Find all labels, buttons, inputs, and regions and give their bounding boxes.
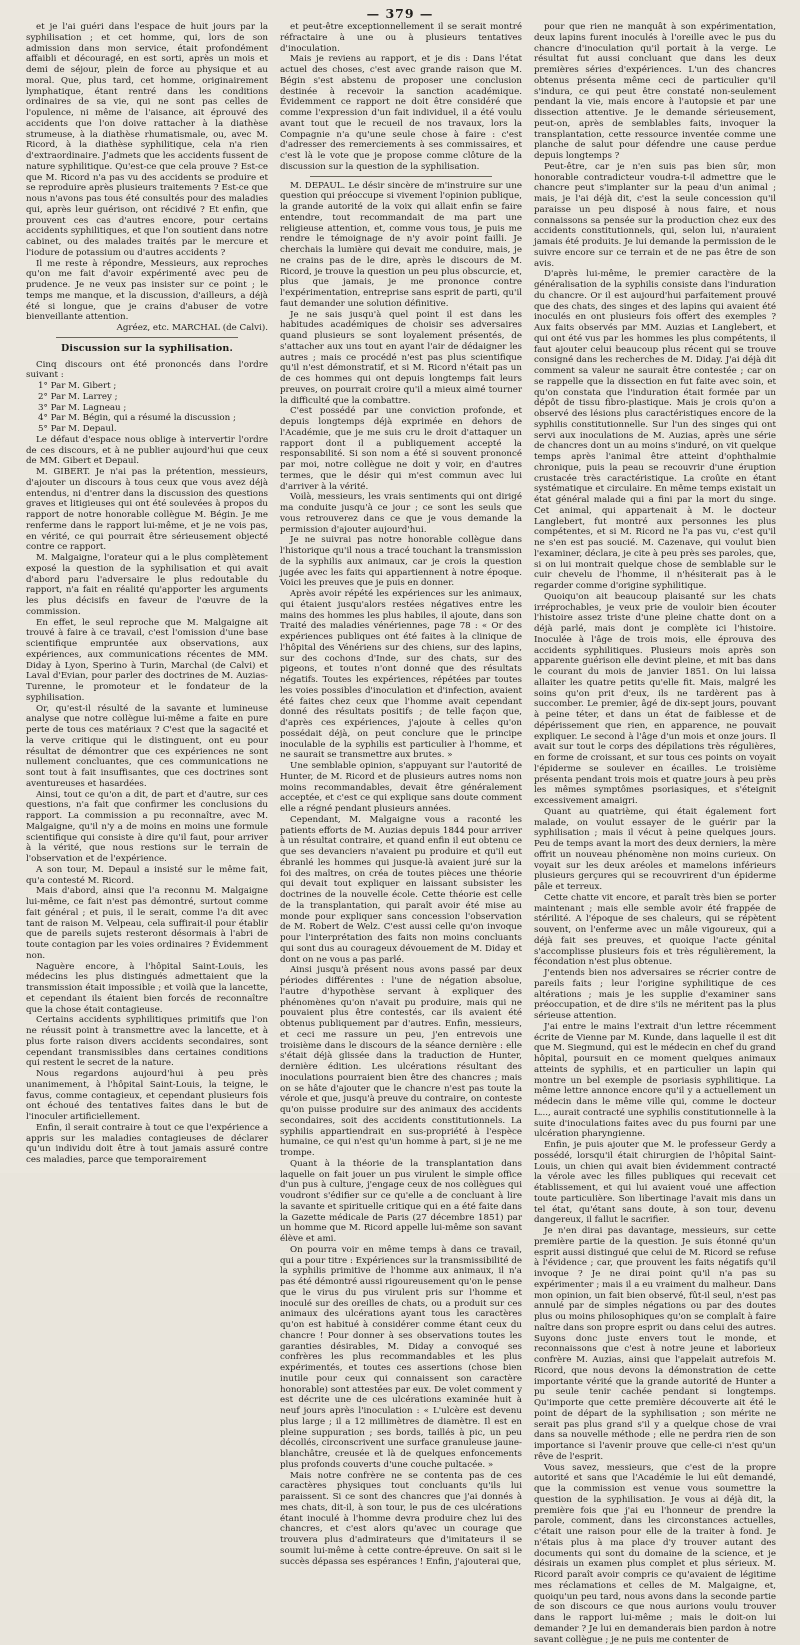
list-item: 3° Par M. Lagneau ; bbox=[38, 403, 268, 414]
paragraph: et je l'ai guéri dans l'espace de huit jours par la syphilisation ; et cet homme, qui, lors de son admission dans mon service, était profondément affaibli et découragé, en est sorti, après un mois et demi de séjour, plein de force au physique et au moral. Que, plus tard, cet homme, originairement lymphatique, étant rentré dans les conditions ordinaires de sa vie, qui ne sont pas celles de l'opulence, ni même de l'aisance, ait éprouvé des accidents que l'on doive rattacher à la diathèse strumeuse, à la diathèse rhumatismale, ou, avec M. Ricord, à la diathèse syphilitique, cela n'a rien d'extraordinaire. J'admets que les accidents fussent de nature syphilitique. Qu'est-ce que cela prouve ? Est-ce que M. Ricord n'a pas vu des accidents se produire et se reproduire après plusieurs traitements ? Est-ce que nous n'avons pas tous été consultés pour des maladies qui, après leur guérison, ont récidivé ? Et enfin, que prouvent ces cas d'autres encore, pour certains accidents syphilitiques, et que l'on soutient dans notre cabinet, ou des malades traités par le mercure et l'iodure de potassium ou d'autres accidents ? bbox=[26, 22, 268, 259]
paragraph: M. DEPAUL. Le désir sincère de m'instruire sur une question qui préoccupe si vivement l'opinion publique, la grande autorité de la voix qui allait enfin se faire entendre, tout recommandait de ma part une religieuse attention, et, comme vous tous, je puis me rendre le témoignage de n'y avoir point failli. Je cherchais la lumière qui devait me conduire, mais, je ne crains pas de le dire, après le discours de M. Ricord, je trouve la question un peu plus obscurcie, et, plus que jamais, je me prononce contre l'expérimentation, entreprise sans esprit de parti, qu'il faut demander une solution définitive. bbox=[280, 181, 522, 310]
paragraph: Or, qu'est-il résulté de la savante et lumineuse analyse que notre collègue lui-même a faite en pure perte de tous ces matériaux ? C'est que la sagacité et la verve critique qui le distinguent, ont eu pour résultat de démontrer que ces expériences ne sont nullement concluantes, que ces communications ne sont tout à fait insuffisantes, que ces doctrines sont aventureuses et hasardées. bbox=[26, 704, 268, 790]
list-item: 5° Par M. Depaul. bbox=[38, 424, 268, 435]
paragraph: Peut-être, car je n'en suis pas bien sûr, mon honorable contradicteur voudra-t-il admettre que le chancre peut s'implanter sur la peau d'un animal ; mais, je l'ai déjà dit, c'est la seule concession qu'il paraisse un peu disposé à nous faire, et nous connaissons sa pensée sur la production chez eux des accidents constitutionnels, qui, selon lui, n'auraient jamais été produits. Je lui demande la permission de le suivre encore sur ce terrain et de ne pas être de son avis. bbox=[534, 162, 776, 270]
paragraph: Je n'en dirai pas davantage, messieurs, sur cette première partie de la question. Je suis étonné qu'un esprit aussi distingué que celui de M. Ricord se refuse à l'évidence ; car, que prouvent les faits négatifs qu'il invoque ? Je ne dirai point qu'il n'a pas su expérimenter ; mais il a eu vraiment du malheur. Dans mon opinion, un fait bien observé, fût-il seul, n'est pas annulé par de simples négations ou par des doutes plus ou moins philosophiques qu'on se complaît à faire naître dans son propre esprit ou dans celui des autres. Suyons donc juste envers tout le monde, et reconnaissons que c'est à notre jeune et laborieux confrère M. Auzias, ainsi que l'appelait autrefois M. Ricord, que nous devons la démonstration de cette importante vérité que la grande autorité de Hunter a pu seule tenir cachée pendant si longtemps. Qu'importe que cette première découverte ait été le point de départ de la syphilisation ; son mérite ne serait pas plus grand s'il y a quelque chose de vrai dans sa nouvelle méthode ; elle ne perdra rien de son importance si l'avenir prouve que celle-ci n'est qu'un rêve de l'esprit. bbox=[534, 1226, 776, 1463]
paragraph: Vous savez, messieurs, que c'est de la propre autorité et sans que l'Académie le lui eût demandé, que la commission est venue vous soumettre la question de la syphilisation. Je vous ai déjà dit, la première fois que j'ai eu l'honneur de prendre la parole, comment, dans les circonstances actuelles, c'était une raison pour elle de la traiter à fond. Je n'étais plus à ma place d'y trouver autant des documents qui sont du domaine de la science, et je désirais un examen plus complet et plus sérieux. M. Ricord paraît avoir compris ce qu'avaient de légitime mes réclamations et celles de M. Malgaigne, et, quoiqu'un peu tard, nous avons dans la seconde partie de son discours ce que nous aurions voulu trouver dans le rapport lui-même ; mais le doit-on lui demander ? Je lui en demanderais bien pardon à notre savant collègue ; je ne puis me contenter de bbox=[534, 1463, 776, 1645]
paragraph: Nous regardons aujourd'hui à peu près unanimement, à l'hôpital Saint-Louis, la teigne, le favus, comme contagieux, et cependant plusieurs fois ont échoué des tentatives faites dans le but de l'inoculer artificiellement. bbox=[26, 1069, 268, 1123]
paragraph: Il me reste à répondre, Messieurs, aux reproches qu'on me fait d'avoir expérimenté avec peu de prudence. Je ne veux pas insister sur ce point ; le temps me manque, et la discussion, d'ailleurs, a déjà été si longue, que je crains d'abuser de votre bienveillante attention. bbox=[26, 259, 268, 324]
section-divider bbox=[310, 176, 492, 177]
paragraph: Certains accidents syphilitiques primitifs que l'on ne réussit point à transmettre avec la lancette, et à plus forte raison divers accidents secondaires, sont cependant transmissibles dans certaines conditions qui restent le secret de la nature. bbox=[26, 1015, 268, 1069]
paragraph: Le défaut d'espace nous oblige à intervertir l'ordre de ces discours, et à ne publier aujourd'hui que ceux de MM. Gibert et Depaul. bbox=[26, 435, 268, 467]
paragraph: Quant au quatrième, qui était également fort malade, on voulut essayer de le guérir par la syphilisation ; mais il vécut à peine quelques jours. Peu de temps avant la mort des deux derniers, la mère offrit un nouveau phénomène non moins curieux. On voyait sur les deux aréoles et mamelons inférieurs plusieurs gerçures qui se recouvrirent d'un épiderme pâle et terreux. bbox=[534, 807, 776, 893]
paragraph: C'est possédé par une conviction profonde, et depuis longtemps déjà exprimée en dehors de l'Académie, que je me suis cru le droit d'attaquer un rapport dont il a publiquement accepté la responsabilité. Si son nom a été si souvent prononcé par moi, notre collègue ne doit y voir, en d'autres termes, que le désir qui m'est commun avec lui d'arriver à la vérité. bbox=[280, 406, 522, 492]
paragraph: Une semblable opinion, s'appuyant sur l'autorité de Hunter, de M. Ricord et de plusieurs autres noms non moins recommandables, devait être généralement acceptée, et c'est ce qui explique sans doute comment elle a régné pendant plusieurs années. bbox=[280, 761, 522, 815]
column-left bbox=[26, 22, 268, 1160]
paragraph: J'entends bien nos adversaires se récrier contre de pareils faits ; leur l'origine syphilitique de ces altérations ; mais je les supplie d'examiner sans préoccupation, et de dire s'ils ne méritent pas la plus sérieuse attention. bbox=[534, 968, 776, 1022]
paragraph: et peut-être exceptionnellement il se serait montré réfractaire à une ou à plusieurs tentatives d'inoculation. bbox=[280, 22, 522, 54]
text-columns bbox=[26, 22, 776, 1160]
column-middle bbox=[280, 22, 522, 1160]
paragraph: Cinq discours ont été prononcés dans l'ordre suivant : bbox=[26, 360, 268, 382]
paragraph: Enfin, il serait contraire à tout ce que l'expérience a appris sur les maladies contagieuses de déclarer qu'un individu doit être à tout jamais assuré contre ces maladies, parce que temporairement bbox=[26, 1123, 268, 1166]
list-item: 1° Par M. Gibert ; bbox=[38, 381, 268, 392]
paragraph: Cependant, M. Malgaigne vous a raconté les patients efforts de M. Auzias depuis 1844 pour arriver à un résultat contraire, et quand enfin il eut obtenu ce que ses devanciers n'avaient pu produire et qu'il eut ébranlé les hommes qui jusque-là avaient juré sur la foi des maîtres, on créa de toutes pièces une théorie qui devait tout expliquer en laissant subsister les doctrines de la nouvelle école. Cette théorie est celle de la transplantation, qui paraît avoir été mise au monde pour expliquer sans concession l'observation de M. Robert de Welz. C'est aussi celle qu'on invoque pour l'interprétation des faits non moins concluants qui sont dus au courageux dévouement de M. Diday et dont on ne vous a pas parlé. bbox=[280, 815, 522, 966]
paragraph: Quoiqu'on ait beaucoup plaisanté sur les chats irréprochables, je veux prie de vouloir bien écouter l'histoire assez triste d'une pleine chatte dont on a déjà parlé, mais dont je complète ici l'histoire. Inoculée à l'âge de trois mois, elle éprouva des accidents syphilitiques. Plusieurs mois après son apparente guérison elle devint pleine, et mit bas dans le courant du mois de janvier 1851. On lui laissa allaiter les quatre petits qu'elle fit. Mais, malgré les soins qu'on prit d'eux, ils ne tardèrent pas à succomber. Le premier, âgé de dix-sept jours, pouvant à peine téter, et dans un état de faiblesse et de dépérissement que rien, en apparence, ne pouvait expliquer. Le second à l'âge d'un mois et onze jours. Il avait sur tout le corps des dépilations très régulières, en forme de croissant, et sur tous ces points on voyait l'épiderme se soulever en écailles. Le troisième présenta pendant trois mois et quatre jours à peu près les mêmes symptômes psoriasiques, et s'éteignit excessivement amaigri. bbox=[534, 592, 776, 807]
section-heading: Discussion sur la syphilisation. bbox=[26, 344, 268, 355]
column-right bbox=[534, 22, 776, 1160]
speaker-list bbox=[38, 381, 268, 435]
paragraph: En effet, le seul reproche que M. Malgaigne ait trouvé à faire à ce travail, c'est l'omission d'une base scientifique empruntée aux observations, aux expériences, aux communications récentes de MM. Diday à Lyon, Sperino à Turin, Marchal (de Calvi) et Laval d'Evian, pour parler des doctrines de M. Auzias-Turenne, le promoteur et le fondateur de la syphilisation. bbox=[26, 618, 268, 704]
paragraph: Mais je reviens au rapport, et je dis : Dans l'état actuel des choses, c'est avec grande raison que M. Bégin s'est abstenu de proposer une conclusion destinée à recevoir la sanction académique. Évidemment ce rapport ne doit être considéré que comme l'expression d'un fait individuel, il a été voulu avant tout que le recueil de nos travaux, lors la Compagnie n'a qu'une seule chose à faire : c'est d'adresser des remerciements à ses commissaires, et c'est là le vote que je propose comme clôture de la discussion sur la question de la syphilisation. bbox=[280, 54, 522, 172]
paragraph: Après avoir répété les expériences sur les animaux, qui étaient jusqu'alors restées négatives entre les mains des hommes les plus habiles, il ajoute, dans son Traité des maladies vénériennes, page 78 : « Or des expériences publiques ont été faites à la clinique de l'hôpital des Vénériens sur des chiens, sur des lapins, sur des cochons d'Inde, sur des chats, sur des pigeons, et toutes n'ont donné que des résultats négatifs. Toutes les expériences, répétées par toutes les voies possibles d'inoculation et d'infection, avaient été faites chez ceux que l'homme avait cependant donné des résultats positifs ; de telle façon que, d'après ces expériences, j'ajoute à celles qu'on possédait déjà, on peut conclure que le principe inoculable de la syphilis est particulier à l'homme, et ne saurait se transmettre aux brutes. » bbox=[280, 589, 522, 761]
paragraph: Naguère encore, à l'hôpital Saint-Louis, les médecins les plus distingués admettaient que la transmission était impossible ; et voilà que la lancette, et cependant ils étaient bien forcés de reconnaître que la chose était contagieuse. bbox=[26, 962, 268, 1016]
paragraph: Ainsi jusqu'à présent nous avons passé par deux périodes différentes : l'une de négation absolue, l'autre d'hypothèse servant à expliquer des phénomènes qu'on n'avait pu produire, mais qui ne pouvaient plus être contestés, car ils avaient été obtenus publiquement par d'autres. Enfin, messieurs, et ceci me rassure un peu, j'en entrevois une troisième dans le discours de la séance dernière : elle s'était déjà glissée dans la traduction de Hunter, dernière édition. Les ulcérations résultant des inoculations pourraient bien être des chancres ; mais on se hâte d'ajouter que le chancre n'est pas toute la vérole et que, jusqu'à preuve du contraire, on conteste qu'on puisse produire sur des animaux des accidents secondaires, soit des accidents constitutionnels. La syphilis appartiendrait en sus-propriété à l'espèce humaine, ce qui n'est qu'un homme à part, si je ne me trompe. bbox=[280, 965, 522, 1159]
paragraph: M. GIBERT. Je n'ai pas la prétention, messieurs, d'ajouter un discours à tous ceux que vous avez déjà entendus, ni d'entrer dans la discussion des questions graves et litigieuses qui ont été soulevées à propos du rapport de notre honorable collègue M. Bégin. Je me renferme dans le rapport lui-même, et je ne vois pas, en vérité, ce qui pourrait être sérieusement objecté contre ce rapport. bbox=[26, 467, 268, 553]
list-item: 2° Par M. Larrey ; bbox=[38, 392, 268, 403]
paragraph: D'après lui-même, le premier caractère de la généralisation de la syphilis consiste dans l'induration du chancre. Or il est aujourd'hui parfaitement prouvé que des chats, des singes et des lapins qui avaient été inoculés en ont plusieurs fois offert des exemples ? Aux faits observés par MM. Auzias et Langlebert, et qui ont été vus par les hommes les plus compétents, il faut ajouter celui beaucoup plus récent qui se trouve consigné dans les recherches de M. Diday. J'ai déjà dit comment sa valeur ne saurait être contestée ; car on se rappelle que la dissection en fut faite avec soin, et qu'on constata que l'induration était formée par un dépôt de tissu fibro-plastique. Mais je crois qu'on a observé des lésions plus caractéristiques encore de la syphilis constitutionnelle. Sur l'un des singes qui ont servi aux inoculations de M. Auzias, après une série de chancres dont un au moins s'induré, on vit quelque temps après l'animal être atteint d'ophthalmie chronique, puis la peau se recouvrir d'une éruption crustacée très caractéristique. La croûte en étant systématique et circulaire. En même temps existait un état général malade qui a fini par la mort du singe. Cet animal, qui appartenait à M. le docteur Langlebert, fut montré aux personnes les plus compétentes, et si M. Ricord ne l'a pas vu, c'est qu'il ne s'en est pas soucié. M. Cazenave, qui voulut bien l'examiner, déclara, je cite à peu près ses paroles, que, si on lui montrait quelque chose de semblable sur le cuir chevelu de l'homme, il n'hésiterait pas à le regarder comme d'origine syphilitique. bbox=[534, 269, 776, 592]
paragraph: Je ne sais jusqu'à quel point il est dans les habitudes académiques de choisir ses adversaires quand plusieurs se sont loyalement présentés, de s'attacher aux uns tout en ayant l'air de dédaigner les autres ; mais ce procédé n'est pas plus scientifique qu'il n'est démonstratif, et si M. Ricord n'était pas un de ces hommes qui ont depuis longtemps fait leurs preuves, on pourrait croire qu'il a mieux aimé tourner la difficulté que la combattre. bbox=[280, 310, 522, 407]
paragraph: Mais notre confrère ne se contenta pas de ces caractères physiques tout concluants qu'ils lui paraissent. Si ce sont des chancres que j'ai donnés à mes chats, dit-il, à son tour, le pus de ces ulcérations étant inoculé à l'homme devra produire chez lui des chancres, et c'est alors qu'avec un courage que trouvera plus d'admirateurs que d'imitateurs il se soumit lui-même à cette contre-épreuve. On sait si le succès dépassa ses espérances ! Enfin, j'ajouterai que, bbox=[280, 1471, 522, 1568]
page-number: — 379 — bbox=[0, 6, 800, 21]
paragraph: Enfin, je puis ajouter que M. le professeur Gerdy a possédé, lorsqu'il était chirurgien de l'hôpital Saint-Louis, un chien qui avait bien évidemment contracté la vérole avec les filles publiques qui recevait cet établissement, et qui lui avaient voué une affection toute particulière. Son libertinage l'avait mis dans un tel état, qu'étant sans doute, à son tour, devenu dangereux, il fallut le sacrifier. bbox=[534, 1140, 776, 1226]
paragraph: Cette chatte vit encore, et paraît très bien se porter maintenant ; mais elle semble avoir été frappée de stérilité. A l'époque de ses chaleurs, qui se répètent souvent, on l'enferme avec un mâle vigoureux, qui a déjà fait ses preuves, et quoique l'acte génital s'accomplisse plusieurs fois et très régulièrement, la fécondation n'est plus obtenue. bbox=[534, 893, 776, 968]
paragraph: Je ne suivrai pas notre honorable collègue dans l'historique qu'il nous a tracé touchant la transmission de la syphilis aux animaux, car je crois la question jugée avec les faits qui appartiennent à notre époque. Voici les preuves que je puis en donner. bbox=[280, 535, 522, 589]
paragraph: Mais d'abord, ainsi que l'a reconnu M. Malgaigne lui-même, ce fait n'est pas démontré, surtout comme fait général ; et puis, il le serait, comme l'a dit avec tant de raison M. Velpeau, cela suffirait-il pour établir que de pareils sujets resteront désormais à l'abri de toute contagion par les voies ordinaires ? Évidemment non. bbox=[26, 886, 268, 961]
paragraph: pour que rien ne manquât à son expérimentation, deux lapins furent inoculés à l'oreille avec le pus du chancre d'inoculation qu'il portait à la verge. Le résultat fut aussi concluant que dans les deux premières séries d'expériences. L'un des chancres obtenus présenta même ceci de particulier qu'il s'indura, ce qui peut être constaté non-seulement pendant la vie, mais encore à l'autopsie et par une dissection attentive. Je le demande sérieusement, peut-on, après de semblables faits, invoquer la transplantation, cette ressource inventée comme une planche de salut pour défendre une cause perdue depuis longtemps ? bbox=[534, 22, 776, 162]
letter-signature: Agréez, etc. MARCHAL (de Calvi). bbox=[26, 323, 268, 334]
paragraph: J'ai entre le mains l'extrait d'un lettre récemment écrite de Vienne par M. Kunde, dans laquelle il est dit que M. Siegmund, qui est le médecin en chef du grand hôpital, poursuit en ce moment quelques animaux atteints de syphilis, et en particulier un lapin qui montre un bel exemple de psoriasis syphilitique. La même lettre annonce encore qu'il y a actuellement un médecin dans le même ville qui, comme le docteur L..., aurait contracté une syphilis constitutionnelle à la suite d'inoculations faites avec du pus fourni par une ulcération pharyngienne. bbox=[534, 1022, 776, 1140]
paragraph: On pourra voir en même temps à dans ce travail, qui a pour titre : Expériences sur la transmissibilité de la syphilis primitive de l'homme aux animaux, il n'a pas été démontré aussi rigoureusement qu'on le pense que le virus du pus virulent pris sur l'homme et inoculé sur des oreilles de chats, ou a produit sur ces animaux des ulcérations ayant tous les caractères qu'on est habitué à considérer comme étant ceux du chancre ! Pour donner à ses observations toutes les garanties désirables, M. Diday a convoqué ses confrères les plus recommandables et les plus expérimentés, et toutes ces assertions (chose bien inutile pour ceux qui connaissent son caractère honorable) sont attestées par eux. De volet comment y est décrite une de ces ulcérations examinée huit à neuf jours après l'inoculation : « L'ulcère est devenu plus large ; il a 12 millimètres de diamètre. Il est en pleine suppuration ; ses bords, taillés à pic, un peu décollés, circonscrivent une surface granuleuse jaune-blanchâtre, creusée et là de quelques enfoncements plus profonds couverts d'une couche pultacée. » bbox=[280, 1245, 522, 1471]
paragraph: Ainsi, tout ce qu'on a dit, de part et d'autre, sur ces questions, n'a fait que confirmer les conclusions du rapport. La commission a pu reconnaître, avec M. Malgaigne, qu'il n'y a de moins en moins une formule scientifique qui consiste à dire qu'il faut, pour arriver à la vérité, que nous restions sur le terrain de l'observation et de l'expérience. bbox=[26, 790, 268, 865]
paragraph: Quant à la théorie de la transplantation dans laquelle on fait jouer un pus virulent le simple office d'un pus à culture, j'engage ceux de nos collègues qui voudront s'édifier sur ce qu'elle a de concluant à lire la savante et spirituelle critique qui en a été faite dans la Gazette médicale de Paris (27 décembre 1851) par un homme que M. Ricord appelle lui-même son savant élève et ami. bbox=[280, 1159, 522, 1245]
paragraph: Voilà, messieurs, les vrais sentiments qui ont dirigé ma conduite jusqu'à ce jour ; ce sont les seuls que vous retrouverez dans ce que je vous demande la permission d'ajouter aujourd'hui. bbox=[280, 492, 522, 535]
paragraph: M. Malgaigne, l'orateur qui a le plus complètement exposé la question de la syphilisation et qui avait d'abord paru l'adversaire le plus redoutable du rapport, n'a fait en réalité qu'apporter les arguments les plus décisifs en faveur de l'œuvre de la commission. bbox=[26, 553, 268, 618]
section-divider bbox=[56, 337, 238, 338]
paragraph: A son tour, M. Depaul a insisté sur le même fait, qu'a contesté M. Ricord. bbox=[26, 865, 268, 887]
list-item: 4° Par M. Bégin, qui a résumé la discussion ; bbox=[38, 413, 268, 424]
